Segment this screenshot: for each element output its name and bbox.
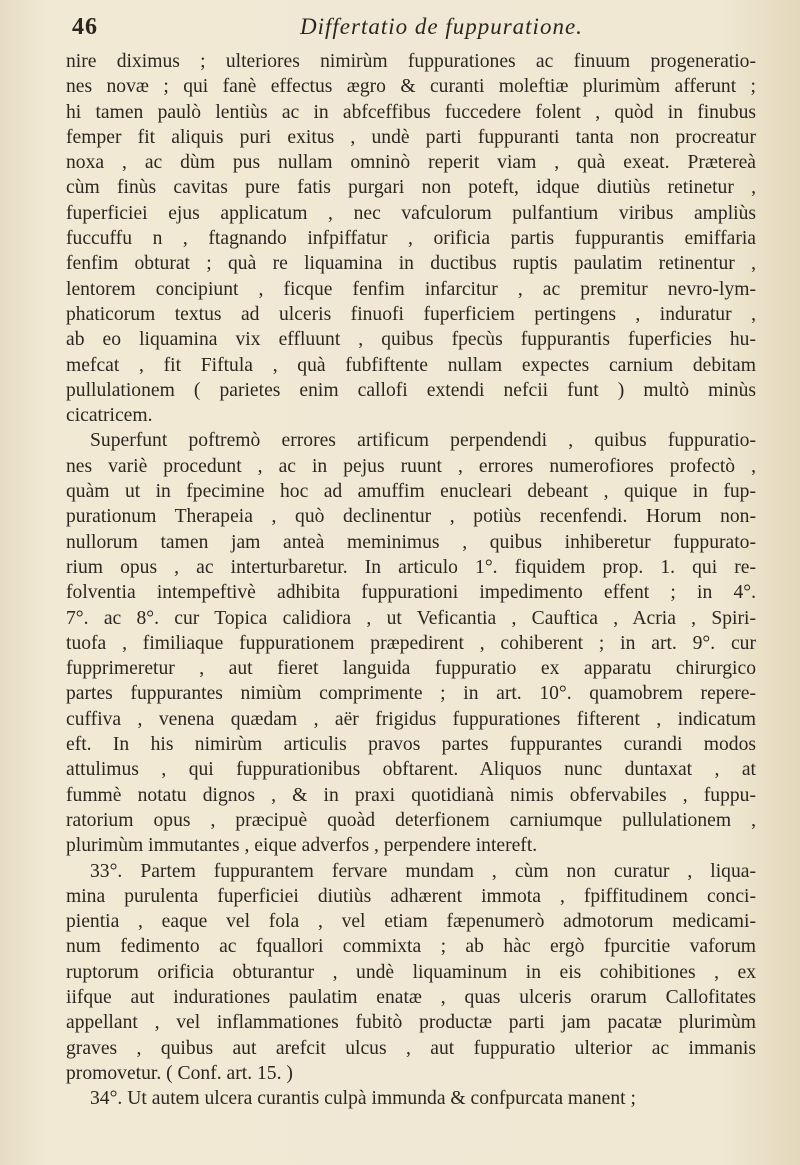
- text-line: cuffiva , venena quædam , aër frigidus fuppurationes fifterent , indicatum: [66, 708, 756, 730]
- text-line: fummè notatu dignos , & in praxi quotidianà nimis obfervabiles , fuppu-: [66, 784, 756, 806]
- text-line: 33°. Partem fuppurantem fervare mundam , cùm non curatur , liqua-: [90, 860, 756, 882]
- text-line: fenfim obturat ; quà re liquamina in ductibus ruptis paulatim retinentur ,: [66, 253, 756, 275]
- page-number: 46: [72, 14, 98, 40]
- text-line: partes fuppurantes nimiùm comprimente ; in art. 10°. quamobrem repere-: [66, 683, 756, 705]
- text-line: fupprimeretur , aut fieret languida fuppuratio ex apparatu chirurgico: [66, 658, 756, 680]
- text-line: nes novæ ; qui fanè effectus ægro & curanti moleftiæ plurimùm afferunt ;: [66, 76, 756, 98]
- text-line: 7°. ac 8°. cur Topica calidiora , ut Veficantia , Cauftica , Acria , Spiri-: [66, 607, 756, 629]
- text-line: graves , quibus aut arefcit ulcus , aut fuppuratio ulterior ac immanis: [66, 1037, 756, 1059]
- text-line: phaticorum textus ad ulceris finuofi fuperficiem pertingens , induratur ,: [66, 303, 756, 325]
- page-header: [72, 14, 772, 48]
- text-line: lentorem concipiunt , ficque fenfim infarcitur , ac premitur nevro-lym-: [66, 278, 756, 300]
- text-line: quàm ut in fpecimine hoc ad amuffim enucleari debeant , quique in fup-: [66, 481, 756, 503]
- running-title: Differtatio de fuppuratione.: [300, 14, 583, 39]
- text-line: cùm finùs cavitas pure fatis purgari non poteft, idque diutiùs retinetur ,: [66, 177, 756, 199]
- text-line: mefcat , fit Fiftula , quà fubfiftente nullam expectes carnium debitam: [66, 354, 756, 376]
- text-line: ruptorum orificia obturantur , undè liquaminum in eis cohibitiones , ex: [66, 961, 756, 983]
- text-line: iifque aut indurationes paulatim enatæ , quas ulceris orarum Callofitates: [66, 986, 756, 1008]
- text-line: appellant , vel inflammationes fubitò productæ parti jam pacatæ plurimùm: [66, 1012, 756, 1034]
- text-line: ab eo liquamina vix effluunt , quibus fpecùs fuppurantis fuperficies hu-: [66, 329, 756, 351]
- text-line: purationum Therapeia , quò declinentur , potiùs recenfendi. Horum non-: [66, 506, 756, 528]
- text-line: num fedimento ac fquallori commixta ; ab hàc ergò fpurcitie vaforum: [66, 936, 756, 958]
- text-line: fuperficiei ejus applicatum , nec vafculorum pulfantium viribus ampliùs: [66, 202, 756, 224]
- text-line: pientia , eaque vel fola , vel etiam fæpenumerò admotorum medicami-: [66, 911, 756, 933]
- text-line: 34°. Ut autem ulcera curantis culpà immunda & confpurcata manent ;: [90, 1088, 636, 1110]
- text-line: pullulationem ( parietes enim callofi extendi nefcii funt ) multò minùs: [66, 379, 756, 401]
- text-line: noxa , ac dùm pus nullam omninò reperit viam , quà exeat. Prætereà: [66, 152, 756, 174]
- text-line: nes variè procedunt , ac in pejus ruunt , errores numerofiores profectò ,: [66, 455, 756, 477]
- body-text: [66, 49, 756, 1111]
- text-line: nullorum tamen jam anteà meminimus , quibus inhiberetur fuppurato-: [66, 531, 756, 553]
- text-line: mina purulenta fuperficiei diutiùs adhærent immota , fpiffitudinem conci-: [66, 885, 756, 907]
- text-line: ratorium opus , præcipuè quoàd deterfionem carniumque pullulationem ,: [66, 809, 756, 831]
- text-line: cicatricem.: [66, 405, 153, 427]
- text-line: tuofa , fimiliaque fuppurationem præpedirent , cohiberent ; in art. 9°. cur: [66, 632, 756, 654]
- text-line: hi tamen paulò lentiùs ac in abfceffibus fuccedere folent , quòd in finubus: [66, 101, 756, 123]
- text-line: attulimus , qui fuppurationibus obftarent. Aliquos nunc duntaxat , at: [66, 759, 756, 781]
- text-line: plurimùm immutantes , eique adverfos , perpendere intereft.: [66, 835, 538, 857]
- text-line: promovetur. ( Conf. art. 15. ): [66, 1062, 293, 1084]
- text-line: Superfunt poftremò errores artificum perpendendi , quibus fuppuratio-: [90, 430, 756, 452]
- text-line: folventia intempeftivè adhibita fuppurationi impedimento effent ; in 4°.: [66, 582, 756, 604]
- text-line: fuccuffu n , ftagnando infpiffatur , orificia partis fuppurantis emiffaria: [66, 228, 756, 250]
- text-line: femper fit aliquis puri exitus , undè parti fuppuranti tanta non procreatur: [66, 126, 756, 148]
- text-line: rium opus , ac interturbaretur. In articulo 1°. fiquidem prop. 1. qui re-: [66, 556, 756, 578]
- text-line: eft. In his nimirùm articulis pravos partes fuppurantes curandi modos: [66, 734, 756, 756]
- text-line: nire diximus ; ulteriores nimirùm fuppurationes ac finuum progeneratio-: [66, 51, 756, 72]
